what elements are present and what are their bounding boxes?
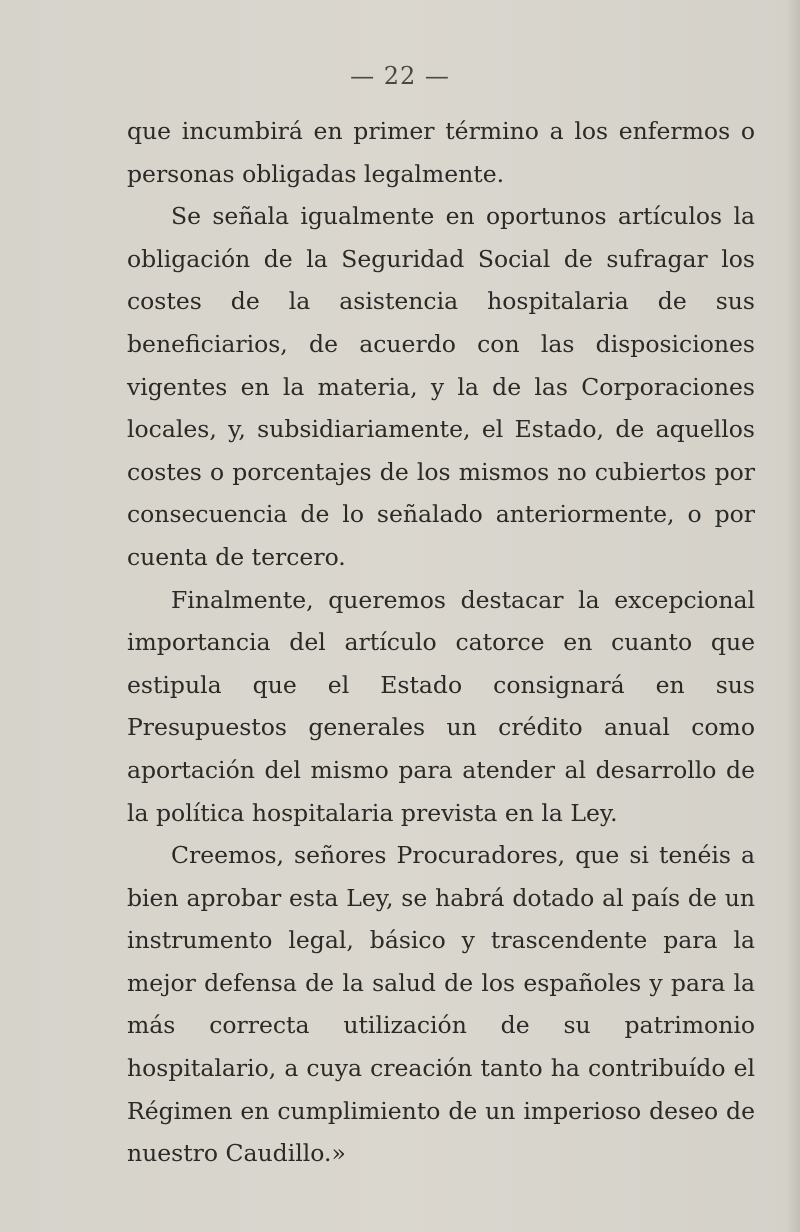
page-edge-shadow <box>786 0 800 1232</box>
paragraph-seguridad-social: Se señala igualmente en oportunos artículos la obligación de la Seguridad Social de sufragar los costes de la asistencia hospitalaria de sus beneficiarios, de acuerdo con las disposiciones vigentes en la materia, y la de las Corporaciones locales, y, subsidiariamente, el Estado, de aquellos costes o porcentajes de los mismos no cubiertos por consecuencia de lo señalado anteriormente, o por cuenta de tercero. <box>127 202 755 571</box>
paragraph-articulo-catorce: Finalmente, queremos destacar la excepcional importancia del artículo catorce en cuanto que estipula que el Estado consignará en sus Presupuestos generales un crédito anual como aportación del mismo para atender al desarrollo de la política hospitalaria prevista en la Ley. <box>127 585 755 827</box>
body-text <box>127 110 755 1175</box>
paragraph-conclusion: Creemos, señores Procuradores, que si tenéis a bien aprobar esta Ley, se habrá dotado al país de un instrumento legal, básico y trascendente para la mejor defensa de la salud de los españoles y para la más correcta utilización de su patrimonio hospitalario, a cuya creación tanto ha contribuído el Régimen en cumplimiento de un imperioso deseo de nuestro Caudillo.» <box>127 841 755 1168</box>
paragraph-continuation: que incumbirá en primer término a los enfermos o personas obligadas legalmente. <box>127 117 755 188</box>
page-number: — 22 — <box>350 62 450 90</box>
